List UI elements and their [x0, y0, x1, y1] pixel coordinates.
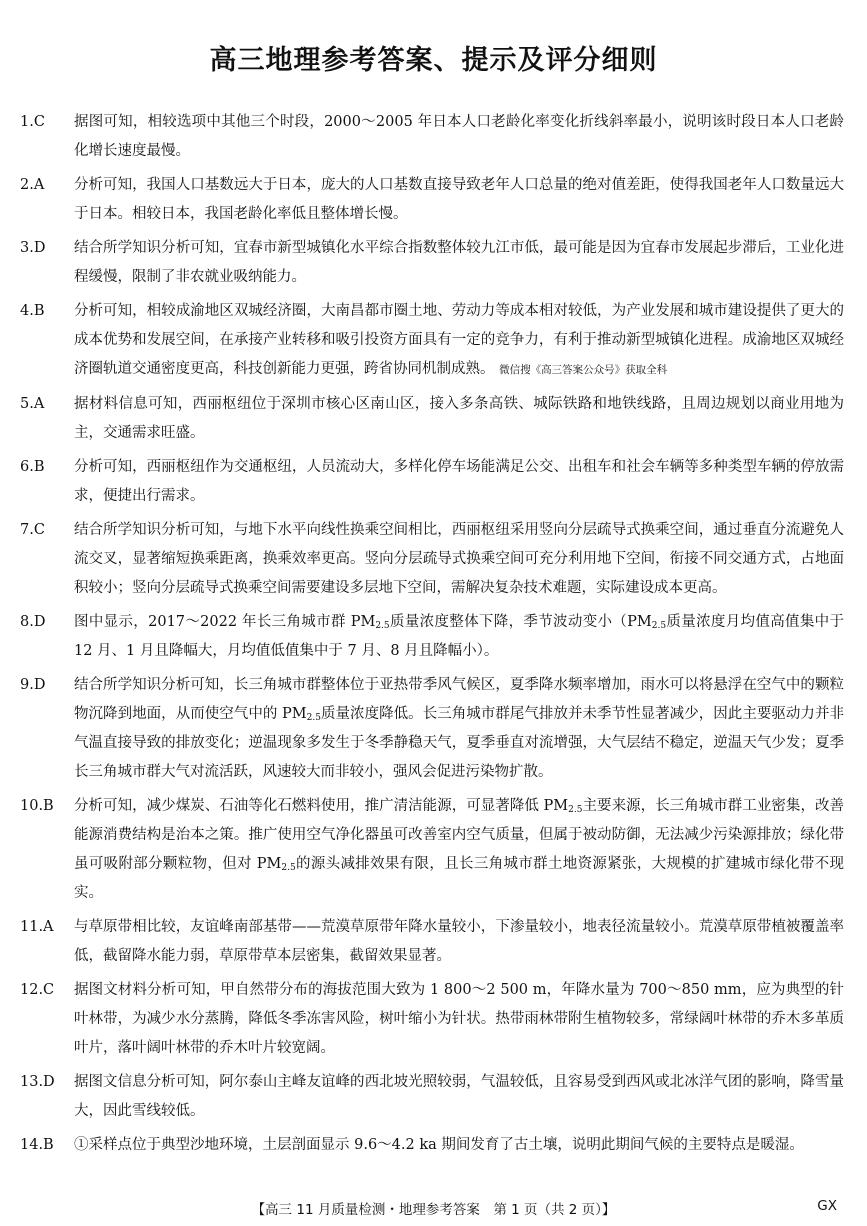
answer-label: 12.C	[20, 982, 55, 998]
answer-label: 6.B	[20, 459, 45, 475]
answer-item	[20, 913, 844, 971]
answer-text: 分析可知，减少煤炭、石油等化石燃料使用，推广清洁能源，可显著降低 PM	[74, 798, 569, 814]
footer-page-info: 【高三 11 月质量检测・地理参考答案 第 1 页（共 2 页）】	[251, 1202, 616, 1218]
answer-text: 质量浓度降低。长三角城市群尾气排放并未季节性显著减少，因此主要驱动力并非气温直接导致的排放变化；逆温现象多发生于冬季静稳天气，夏季垂直对流增强，大气层结不稳定，逆温天气少发；夏季长三角城市群大气对流活跃，风速较大而非较小，强风会促进污染物扩散。	[74, 706, 844, 780]
page-footer	[0, 1196, 867, 1220]
answer-item	[20, 1131, 844, 1160]
pm-subscript: 2.5	[568, 805, 583, 815]
answer-item	[20, 516, 844, 603]
answer-label: 1.C	[20, 114, 45, 130]
answer-item	[20, 234, 844, 292]
answer-text: 结合所学知识分析可知，宜春市新型城镇化水平综合指数整体较九江市低，最可能是因为宜春市发展起步滞后，工业化进程缓慢，限制了非农就业吸纳能力。	[74, 240, 844, 285]
answer-item	[20, 453, 844, 511]
answer-text: 据图可知，相较选项中其他三个时段，2000～2005 年日本人口老龄化率变化折线斜率最小，说明该时段日本人口老龄化增长速度最慢。	[74, 114, 844, 159]
answer-text: 结合所学知识分析可知，长三角城市群整体位于亚热带季风气候区，夏季降水频率增加，雨水可以将悬浮在空气中的颗粒物沉降到地面，从而使空气中的 PM	[74, 677, 844, 722]
answer-text: 分析可知，相较成渝地区双城经济圈，大南昌都市圈土地、劳动力等成本相对较低，为产业发展和城市建设提供了更大的成本优势和发展空间，在承接产业转移和吸引投资方面具有一定的竞争力，有利于推动新型城镇化进程。成渝地区双城经济圈轨道交通密度更高，科技创新能力更强，跨省协同机制成熟。	[74, 303, 844, 377]
answer-label: 4.B	[20, 303, 45, 319]
answer-item	[20, 792, 844, 908]
answer-text: 与草原带相比较，友谊峰南部基带——荒漠草原带年降水量较小，下渗量较小，地表径流量较小。荒漠草原带植被覆盖率低，截留降水能力弱，草原带草本层密集，截留效果显著。	[74, 919, 844, 964]
answer-text: 图中显示，2017～2022 年长三角城市群 PM	[74, 614, 376, 630]
answer-label: 3.D	[20, 240, 46, 256]
answer-item	[20, 608, 844, 666]
answer-label: 8.D	[20, 614, 46, 630]
answer-item	[20, 1068, 844, 1126]
answer-text: 据图文信息分析可知，阿尔泰山主峰友谊峰的西北坡光照较弱，气温较低，且容易受到西风或北冰洋气团的影响，降雪量大，因此雪线较低。	[74, 1074, 844, 1119]
answer-item	[20, 297, 844, 385]
answer-label: 5.A	[20, 396, 45, 412]
answer-label: 13.D	[20, 1074, 55, 1090]
page-title: 高三地理参考答案、提示及评分细则	[209, 45, 658, 76]
pm-subscript: 2.5	[306, 713, 321, 723]
answer-text: 分析可知，我国人口基数远大于日本，庞大的人口基数直接导致老年人口总量的绝对值差距，使得我国老年人口数量远大于日本。相较日本，我国老龄化率低且整体增长慢。	[74, 177, 844, 222]
answer-label: 7.C	[20, 522, 45, 538]
answer-text: 据图文材料分析可知，甲自然带分布的海拔范围大致为 1 800～2 500 m，年降水量为 700～850 mm，应为典型的针叶林带，为减少水分蒸腾，降低冬季冻害风险，树叶缩小为针状。热带雨林带附生植物较多，常绿阔叶林带的乔木多革质叶片，落叶阔叶林带的乔木叶片较宽阔。	[74, 982, 844, 1056]
answer-item	[20, 976, 844, 1063]
answer-text: 质量浓度月均值高值集中于 12 月、1 月且降幅大，月均值低值集中于 7 月、8 月且降幅小）。	[74, 614, 845, 659]
answer-label: 9.D	[20, 677, 46, 693]
pm-subscript: 2.5	[375, 621, 390, 631]
answer-label: 10.B	[20, 798, 54, 814]
answer-label: 14.B	[20, 1137, 54, 1153]
answer-item	[20, 108, 844, 166]
pm-subscript: 2.5	[281, 863, 296, 873]
pm-subscript: 2.5	[651, 621, 667, 631]
answer-text: 主要来源，长三角城市群工业密集，改善能源消费结构是治本之策。推广使用空气净化器虽可改善室内空气质量，但属于被动防御，无法减少污染源排放；绿化带虽可吸附部分颗粒物，但对 PM	[74, 798, 844, 872]
footer-region-code: GX	[817, 1198, 837, 1214]
answer-text: ①采样点位于典型沙地环境，土层剖面显示 9.6～4.2 ka 期间发育了古土壤，说明此期间气候的主要特点是暖湿。	[74, 1137, 804, 1153]
answer-item	[20, 390, 844, 448]
answer-text: 的源头减排效果有限，且长三角城市群土地资源紧张，大规模的扩建城市绿化带不现实。	[74, 856, 844, 901]
answer-list	[20, 108, 844, 1165]
answer-item	[20, 671, 844, 787]
answer-label: 2.A	[20, 177, 45, 193]
answer-text: 据材料信息可知，西丽枢纽位于深圳市核心区南山区，接入多条高铁、城际铁路和地铁线路，且周边规划以商业用地为主，交通需求旺盛。	[74, 396, 844, 441]
answer-item	[20, 171, 844, 229]
answer-text: 结合所学知识分析可知，与地下水平向线性换乘空间相比，西丽枢纽采用竖向分层疏导式换乘空间，通过垂直分流避免人流交叉，显著缩短换乘距离，换乘效率更高。竖向分层疏导式换乘空间可充分利用地下空间，衔接不同交通方式，占地面积较小；竖向分层疏导式换乘空间需要建设多层地下空间，需解决复杂技术难题，实际建设成本更高。	[74, 522, 844, 596]
answer-text: 分析可知，西丽枢纽作为交通枢纽，人员流动大，多样化停车场能满足公交、出租车和社会车辆等多种类型车辆的停放需求，便捷出行需求。	[74, 459, 844, 504]
watermark-note: 微信搜《高三答案公众号》获取全科	[499, 364, 668, 376]
answer-text: 质量浓度整体下降，季节波动变小（PM	[389, 614, 652, 630]
answer-label: 11.A	[20, 919, 54, 935]
